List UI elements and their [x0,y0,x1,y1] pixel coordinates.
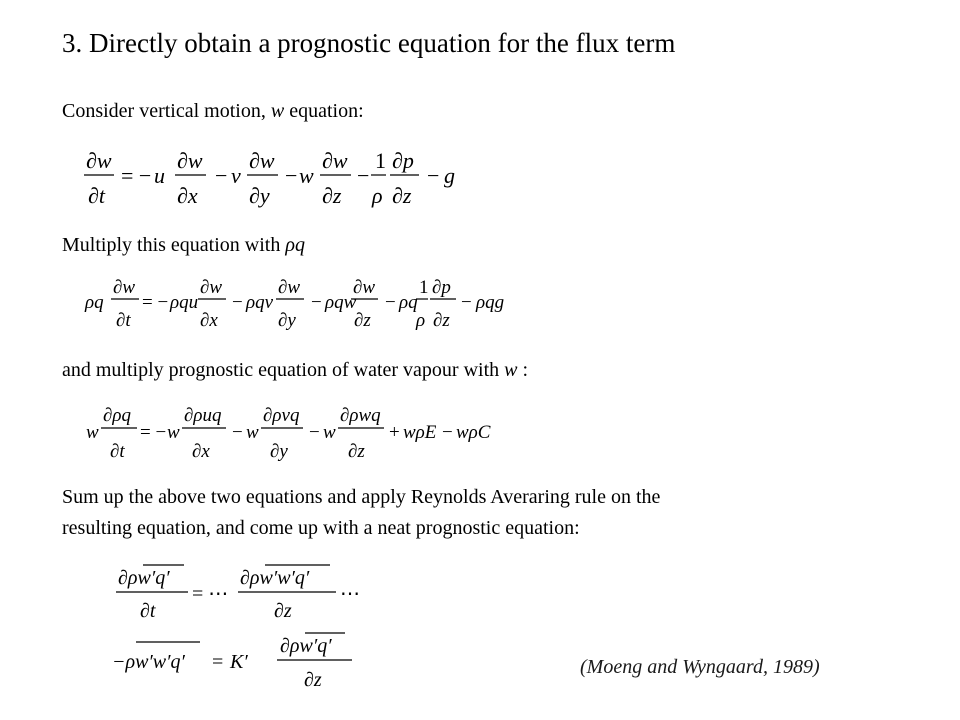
svg-text:∂ρw′q′: ∂ρw′q′ [280,635,332,657]
svg-text:∂ρvq: ∂ρvq [263,405,300,426]
svg-text:∂w: ∂w [113,277,136,298]
svg-text:∂ρw′q′: ∂ρw′q′ [118,567,170,589]
paragraph-consider-vertical-motion: Consider vertical motion, w equation: [62,100,364,122]
svg-text:= −: = − [140,422,167,443]
svg-text:∂z: ∂z [354,310,371,331]
svg-text:−: − [232,422,243,443]
svg-text:= −: = − [142,292,169,313]
svg-text:−: − [311,292,322,313]
svg-text:w: w [167,422,180,443]
svg-text:∂z: ∂z [322,183,342,208]
svg-text:∂w: ∂w [249,148,275,173]
svg-text:K′: K′ [230,651,248,673]
citation: (Moeng and Wyngaard, 1989) [580,656,820,678]
slide-title: 3. Directly obtain a prognostic equation for the flux term [62,28,676,58]
svg-text:ρ: ρ [372,183,383,208]
svg-text:ρqw: ρqw [325,292,357,313]
svg-text:∂w: ∂w [177,148,203,173]
svg-text:−: − [215,163,228,188]
svg-text:w: w [246,422,259,443]
svg-text:−: − [285,163,298,188]
svg-text:ρqg: ρqg [476,292,505,313]
svg-text:ρq: ρq [399,292,418,313]
svg-text:∂z: ∂z [274,600,292,622]
svg-text:1: 1 [375,148,386,173]
svg-text:wρE: wρE [403,422,437,443]
svg-text:−: − [309,422,320,443]
svg-text:−: − [442,422,453,443]
svg-text:−: − [461,292,472,313]
svg-text:∂p: ∂p [432,277,451,298]
svg-text:∂t: ∂t [110,441,125,462]
svg-text:g: g [444,163,455,188]
svg-text:∂z: ∂z [348,441,365,462]
svg-text:ρ: ρ [416,310,426,331]
svg-text:∂ρwq: ∂ρwq [340,405,381,426]
svg-text:∂w: ∂w [322,148,348,173]
svg-text:∂w: ∂w [86,148,112,173]
svg-text:∂z: ∂z [433,310,450,331]
svg-text:∂x: ∂x [177,183,198,208]
svg-text:ρqu: ρqu [170,292,199,313]
svg-text:= −: = − [121,163,152,188]
svg-text:ρq: ρq [85,292,104,313]
paragraph-multiply-water-vapour: and multiply prognostic equation of water vapour with w : [62,359,529,381]
svg-text:−: − [232,292,243,313]
svg-text:⋯: ⋯ [340,583,360,605]
svg-text:ρqv: ρqv [246,292,274,313]
svg-text:∂y: ∂y [278,310,296,331]
svg-text:−: − [357,163,370,188]
svg-text:+: + [389,422,400,443]
svg-text:u: u [154,163,165,188]
svg-text:∂w: ∂w [200,277,223,298]
svg-text:∂z: ∂z [392,183,412,208]
paragraph-multiply-rho-q: Multiply this equation with ρq [62,234,305,256]
paragraph-sum-up: Sum up the above two equations and apply Reynolds Averaring rule on the resulting equation, and come up with a neat prognostic equation: [62,486,661,539]
svg-text:w: w [299,163,314,188]
svg-text:−: − [385,292,396,313]
svg-text:wρC: wρC [456,422,491,443]
svg-text:v: v [231,163,241,188]
svg-text:=: = [212,651,224,673]
svg-text:∂t: ∂t [88,183,105,208]
svg-text:∂t: ∂t [116,310,131,331]
svg-text:−ρw′w′q′: −ρw′w′q′ [112,651,185,673]
svg-text:∂x: ∂x [200,310,218,331]
svg-text:= ⋯: = ⋯ [192,583,229,605]
svg-text:∂ρq: ∂ρq [103,405,132,426]
svg-text:∂y: ∂y [270,441,288,462]
svg-text:∂y: ∂y [249,183,270,208]
svg-text:∂w: ∂w [278,277,301,298]
svg-text:w: w [86,422,99,443]
svg-text:∂ρw′w′q′: ∂ρw′w′q′ [240,567,310,589]
svg-text:∂ρuq: ∂ρuq [184,405,222,426]
svg-text:∂w: ∂w [353,277,376,298]
svg-text:∂z: ∂z [304,669,322,691]
svg-text:∂x: ∂x [192,441,210,462]
svg-text:−: − [427,163,440,188]
svg-text:∂t: ∂t [140,600,156,622]
svg-text:1: 1 [419,277,429,298]
svg-text:w: w [323,422,336,443]
svg-text:∂p: ∂p [392,148,414,173]
